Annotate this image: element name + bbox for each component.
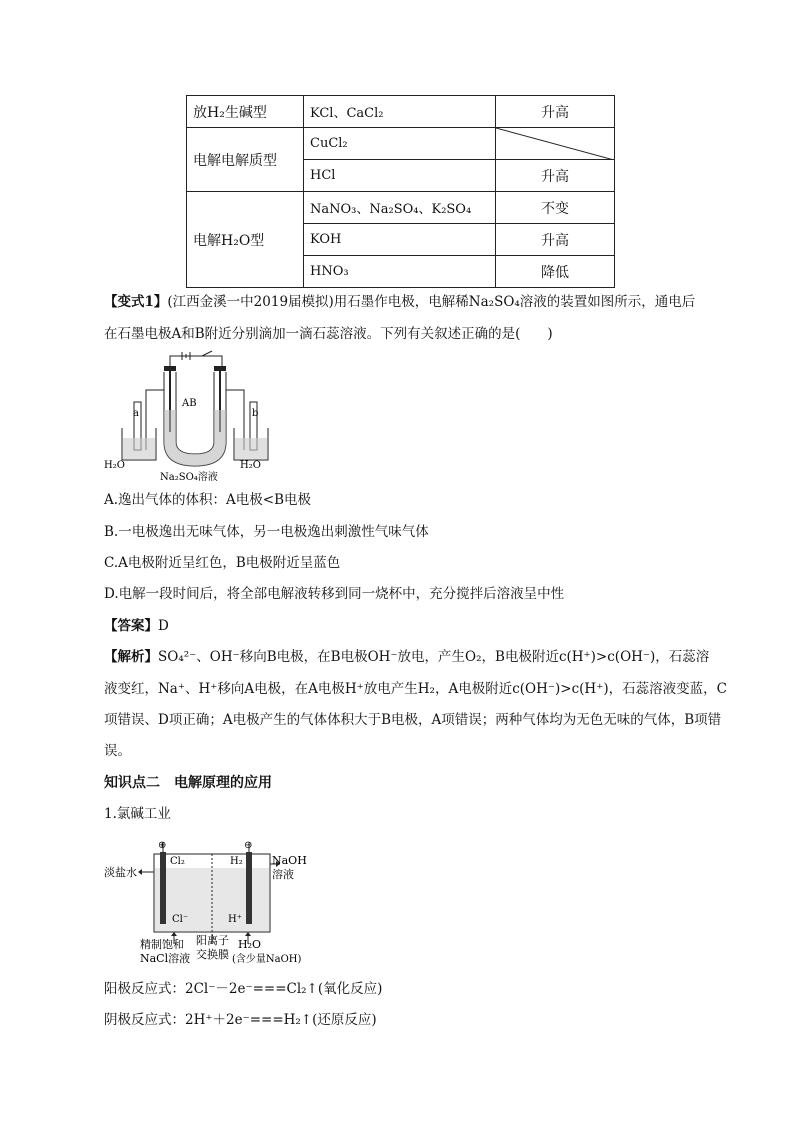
diagonal-line (496, 128, 614, 160)
plus-icon: ⊕ (158, 840, 167, 851)
label-h2o-right: H₂O (240, 460, 261, 471)
table-cell-type: 电解H₂O型 (187, 192, 304, 288)
label-water: H₂O (238, 938, 262, 951)
chlor-alkali-cell-figure (104, 838, 344, 968)
analysis-line-2: 液变红，Na⁺、H⁺移向A电极，在A电极H⁺放电产生H₂，A电极附近c(OH⁻)>c(H⁺)，石蕊溶液变蓝，C (104, 681, 727, 697)
analysis-line-4: 误。 (104, 743, 131, 759)
table-cell-electrolyte: KOH (304, 224, 496, 256)
label-feed-1: 精制饱和 (140, 938, 184, 951)
table-cell-type: 放H₂生碱型 (187, 96, 304, 128)
analysis-text: SO₄²⁻、OH⁻移向B电极，在B电极OH⁻放电，产生O₂，B电极附近c(H⁺)>c(OH⁻)，石蕊溶 (158, 649, 710, 665)
answer-tag: 【答案】 (104, 618, 158, 634)
label-dilute-brine: 淡盐水 (104, 866, 137, 879)
label-h2: H₂ (230, 856, 243, 867)
label-cl-ion: Cl⁻ (172, 914, 189, 925)
label-h-ion: H⁺ (228, 914, 242, 925)
label-membrane-1: 阳离子 (196, 934, 229, 947)
label-feed-2: NaCl溶液 (140, 952, 191, 965)
answer-line (104, 610, 169, 642)
table-cell-electrolyte: CuCl₂ (304, 128, 496, 160)
analysis-line-1 (104, 641, 709, 673)
cathode-equation: 阴极反应式：2H⁺＋2e⁻===H₂↑(还原反应) (104, 1012, 377, 1028)
label-membrane-2: 交换膜 (196, 948, 229, 961)
variant-text: (江西金溪一中2019届模拟)用石墨作电极，电解稀Na₂SO₄溶液的装置如图所示，通电后 (167, 294, 696, 310)
table-cell-electrolyte: HCl (304, 160, 496, 192)
table-cell-ph: 不变 (496, 192, 615, 224)
table-cell-ph: 升高 (496, 96, 615, 128)
variant-line-1 (104, 286, 695, 318)
variant-tag: 【变式1】 (104, 294, 168, 310)
analysis-tag: 【解析】 (104, 649, 158, 665)
label-h2o-left: H₂O (104, 460, 125, 471)
table-cell-ph: 升高 (496, 224, 615, 256)
label-water-note: (含少量NaOH) (232, 954, 302, 965)
anode-equation: 阳极反应式：2Cl⁻－2e⁻===Cl₂↑(氧化反应) (104, 981, 383, 997)
label-naoh: NaOH (272, 854, 307, 867)
analysis-line-3: 项错误、D项正确；A电极产生的气体体积大于B电极，A项错误；两种气体均为无色无味的气体，B项错 (104, 712, 722, 728)
variant-line-2: 在石墨电极A和B附近分别滴加一滴石蕊溶液。下列有关叙述正确的是( ) (104, 326, 553, 342)
option-c: C.A电极附近呈红色，B电极附近呈蓝色 (104, 555, 341, 571)
electrolysis-apparatus-figure (104, 350, 274, 486)
minus-icon: ⊖ (244, 840, 253, 851)
section-subtitle: 1.氯碱工业 (104, 806, 171, 822)
table-cell-electrolyte: NaNO₃、Na₂SO₄、K₂SO₄ (304, 192, 496, 224)
label-b: b (252, 408, 259, 419)
label-a: a (133, 408, 139, 419)
table-cell-ph: 升高 (496, 160, 615, 192)
label-cl2: Cl₂ (170, 856, 185, 867)
option-b: B.一电极逸出无味气体，另一电极逸出刺激性气味气体 (104, 524, 429, 540)
table-cell-ph: 降低 (496, 256, 615, 288)
option-d: D.电解一段时间后，将全部电解液转移到同一烧杯中，充分搅拌后溶液呈中性 (104, 586, 565, 602)
answer-value: D (158, 618, 169, 634)
label-solution: Na₂SO₄溶液 (160, 472, 218, 483)
table-cell-electrolyte: HNO₃ (304, 256, 496, 288)
table-cell-electrolyte: KCl、CaCl₂ (304, 96, 496, 128)
label-ab: AB (182, 398, 197, 409)
label-naoh-solution: 溶液 (272, 868, 294, 881)
option-a: A.逸出气体的体积：A电极<B电极 (104, 492, 312, 508)
table-cell-ph-diagonal (496, 128, 615, 160)
section-title: 知识点二 电解原理的应用 (104, 775, 272, 791)
table-cell-type: 电解电解质型 (187, 128, 304, 192)
electrolysis-type-table (186, 95, 615, 288)
